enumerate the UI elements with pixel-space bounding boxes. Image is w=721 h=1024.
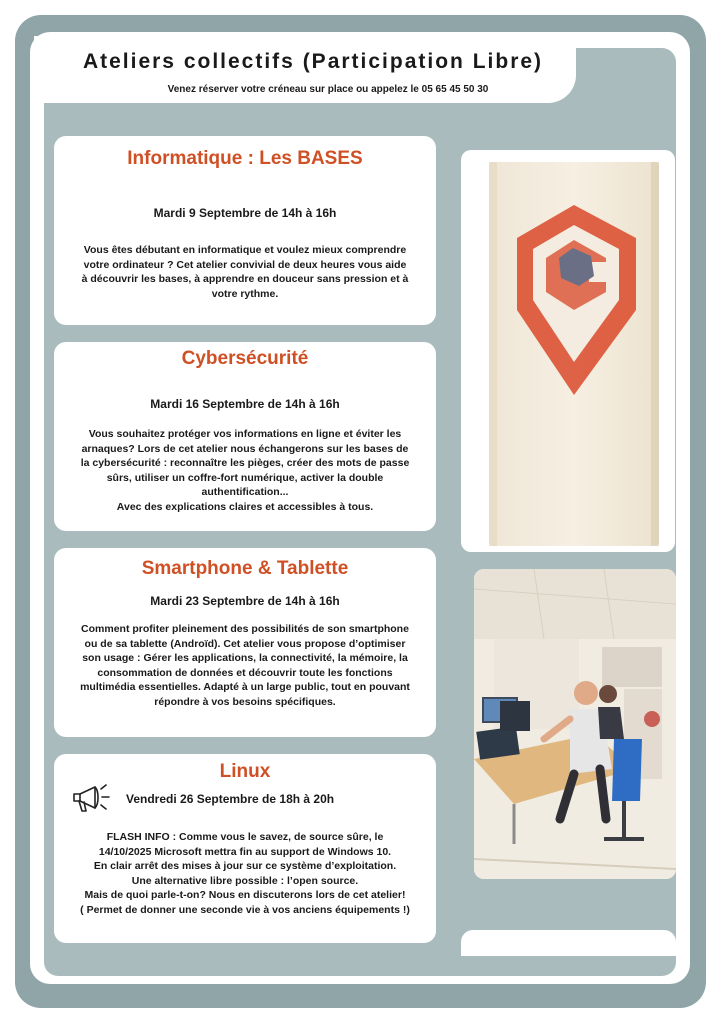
- office-photo-illustration: [474, 569, 676, 879]
- bottom-decoration: [461, 930, 676, 956]
- workshop-card-smartphone: [54, 548, 436, 737]
- page-title: Ateliers collectifs (Participation Libre): [82, 50, 544, 73]
- workshop-date: Mardi 16 Septembre de 14h à 16h: [150, 397, 340, 411]
- workshop-title: Smartphone & Tablette: [141, 558, 349, 579]
- workshop-card-cybersecurity: [54, 342, 436, 531]
- banner-illustration: [461, 150, 675, 552]
- workshop-date: Vendredi 26 Septembre de 18h à 20h: [126, 792, 335, 806]
- workshop-description: Vous souhaitez protéger vos informations en ligne et éviter les arnaques? Lors de cet atelier nous échangerons sur les bases de la cybersécurité : reconnaître les pièges, créer des mots de passe sûrs, utiliser un coffre-fort numérique, activer la double authentification... Avec des explications claires et accessibles à tous.: [80, 428, 410, 513]
- workshop-card-basics: [54, 136, 436, 325]
- workshop-title: Linux: [219, 761, 271, 782]
- booking-info: Venez réserver votre créneau sur place ou appelez le 05 65 45 50 30: [167, 84, 489, 95]
- workshop-description: Comment profiter pleinement des possibilités de son smartphone ou de sa tablette (Androïd). Cet atelier vous propose d’optimiser son usage : Gérer les applications, la connectivité, la mémoire, la consommation de données et découvrir toute les fonctions multimédia essentielles. Adapté à un large public, tout en pouvant répondre à vos besoins spécifiques.: [80, 623, 410, 708]
- megaphone-icon: [71, 780, 111, 814]
- workshop-card-linux: [54, 754, 436, 943]
- workshop-description: Vous êtes débutant en informatique et voulez mieux comprendre votre ordinateur ? Cet atelier convivial de deux heures vous aide à découvrir les bases, à apprendre en douceur sans pression et à votre rythme.: [81, 244, 409, 300]
- header-box: [34, 36, 576, 103]
- workshop-title: Cybersécurité: [181, 348, 309, 369]
- workshop-title: Informatique : Les BASES: [127, 148, 363, 169]
- workshop-description: FLASH INFO : Comme vous le savez, de source sûre, le 14/10/2025 Microsoft mettra fin au support de Windows 10. En clair arrêt des mises à jour sur ce système d’exploitation. Une alternative libre possible : l’open source. Mais de quoi parle-t-on? Nous en discuterons lors de cet atelier! ( Permet de donner une seconde vie à vos anciens équipements !): [80, 831, 410, 916]
- workshop-date: Mardi 9 Septembre de 14h à 16h: [153, 206, 337, 220]
- workshop-date: Mardi 23 Septembre de 14h à 16h: [150, 594, 340, 608]
